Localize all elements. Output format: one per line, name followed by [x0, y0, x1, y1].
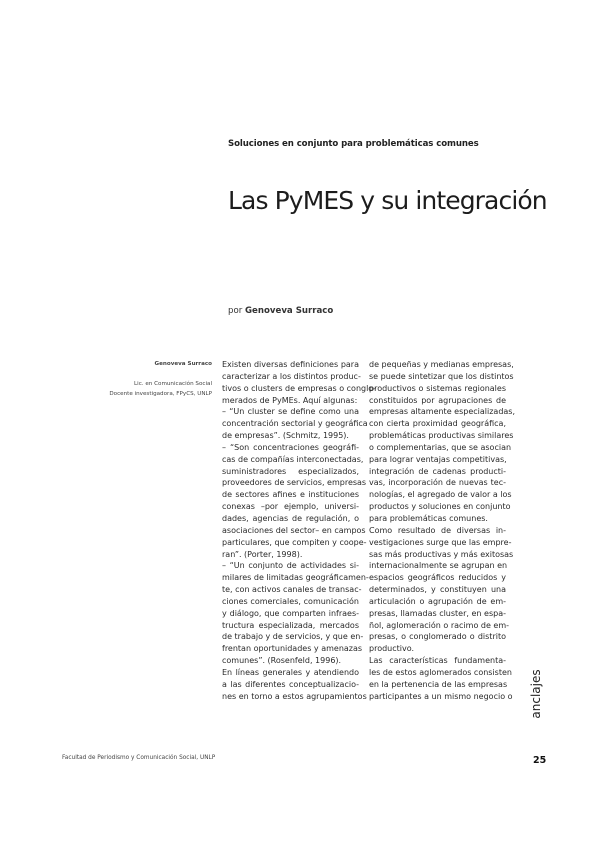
body-line: proveedores de servicios, empresas — [222, 478, 367, 488]
body-line: suministradores especializados, — [222, 466, 359, 476]
body-line: – “Son concentraciones geográfi- — [222, 442, 359, 452]
body-line: sas más productivas y más exitosas — [369, 549, 514, 559]
article-title: Las PyMES y su integración — [228, 186, 547, 215]
body-line: ñol, aglomeración o racimo de em- — [369, 620, 510, 630]
body-line: empresas altamente especializadas, — [369, 407, 516, 417]
bio-line-1: Lic. en Comunicación Social — [134, 381, 212, 387]
body-line: vestigaciones surge que las empre- — [369, 537, 512, 547]
body-line: de trabajo y de servicios, y que en- — [222, 632, 364, 642]
body-line: ran”. (Porter, 1998). — [222, 549, 303, 559]
body-line: caracterizar a los distintos produc- — [222, 371, 361, 381]
body-line: constituidos por agrupaciones de — [369, 395, 506, 405]
body-line: de empresas”. (Schmitz, 1995). — [222, 431, 349, 441]
body-line: espacios geográficos reducidos y — [369, 573, 506, 583]
body-line: internacionalmente se agrupan en — [369, 561, 508, 571]
body-line: milares de limitadas geográficamen- — [222, 573, 369, 583]
body-line: o complementarias, que se asocian — [369, 442, 512, 452]
body-line: participantes a un mismo negocio o — [369, 691, 513, 701]
section-tab-label: anclajes — [529, 669, 543, 719]
body-line: comunes”. (Rosenfeld, 1996). — [222, 656, 342, 666]
body-column-1 — [222, 359, 377, 702]
body-line: tructura especializada, mercados — [222, 620, 359, 630]
bio-line-2: Docente investigadora, FPyCS, UNLP — [109, 391, 212, 397]
body-line: les de estos aglomerados consisten — [369, 667, 512, 677]
body-line: te, con activos canales de transac- — [222, 585, 362, 595]
body-line: En líneas generales y atendiendo — [222, 667, 359, 677]
byline-author: Genoveva Surraco — [244, 306, 334, 316]
body-line: particulares, que compiten y coope- — [222, 537, 367, 547]
byline — [228, 306, 333, 316]
footer-institution: Facultad de Periodismo y Comunicación Social, UNLP — [62, 755, 216, 761]
body-line: articulación o agrupación de em- — [369, 596, 506, 606]
body-line: concentración sectorial y geográfica — [222, 419, 368, 429]
body-line: ciones comerciales, comunicación — [222, 596, 359, 606]
body-line: se puede sintetizar que los distintos — [369, 371, 514, 381]
body-line: presas, llamadas cluster, en espa- — [369, 608, 506, 618]
section-kicker: Soluciones en conjunto para problemáticas comunes — [228, 139, 479, 149]
body-line: dades, agencias de regulación, o — [222, 513, 359, 523]
body-line: productos y soluciones en conjunto — [369, 502, 511, 512]
body-line: vas, incorporación de nuevas tec- — [369, 478, 506, 488]
body-column-2 — [369, 359, 516, 702]
author-bio — [72, 359, 212, 399]
body-line: determinados, y constituyen una — [369, 585, 506, 595]
body-line: Como resultado de diversas in- — [369, 525, 506, 535]
body-line: – “Un cluster se define como una — [222, 407, 359, 417]
body-line: tivos o clusters de empresas o conglo- — [222, 383, 377, 393]
body-line: para problemáticas comunes. — [369, 513, 488, 523]
body-line: y diálogo, que comparten infraes- — [222, 608, 359, 618]
body-line: cas de compañías interconectadas, — [222, 454, 364, 464]
body-line: de pequeñas y medianas empresas, — [369, 360, 514, 369]
body-line: productivos o sistemas regionales — [369, 383, 506, 393]
body-line: asociaciones del sector– en campos — [222, 525, 366, 535]
body-line: a las diferentes conceptualizacio- — [222, 679, 359, 689]
body-line: presas, o conglomerado o distrito — [369, 632, 506, 642]
body-line: frentan oportunidades y amenazas — [222, 644, 363, 654]
byline-prefix: por — [228, 306, 245, 316]
body-line: integración de cadenas producti- — [369, 466, 506, 476]
body-line: problemáticas productivas similares — [369, 431, 514, 441]
body-line: conexas –por ejemplo, universi- — [222, 502, 359, 512]
section-tab — [528, 668, 544, 720]
body-line: merados de PyMEs. Aquí algunas: — [222, 395, 358, 405]
body-line: nologías, el agregado de valor a los — [369, 490, 512, 500]
bio-name: Genoveva Surraco — [154, 361, 212, 367]
body-line: nes en torno a estos agrupamientos — [222, 691, 367, 701]
body-line: de sectores afines e instituciones — [222, 490, 359, 500]
body-line: para lograr ventajas competitivas, — [369, 454, 507, 464]
body-line: Existen diversas definiciones para — [222, 360, 359, 369]
page-number: 25 — [533, 755, 547, 766]
body-line: en la pertenencia de las empresas — [369, 679, 508, 689]
body-line: – “Un conjunto de actividades si- — [222, 561, 359, 571]
body-line: productivo. — [369, 644, 415, 654]
body-line: con cierta proximidad geográfica, — [369, 419, 506, 429]
body-line: Las características fundamenta- — [369, 656, 506, 666]
